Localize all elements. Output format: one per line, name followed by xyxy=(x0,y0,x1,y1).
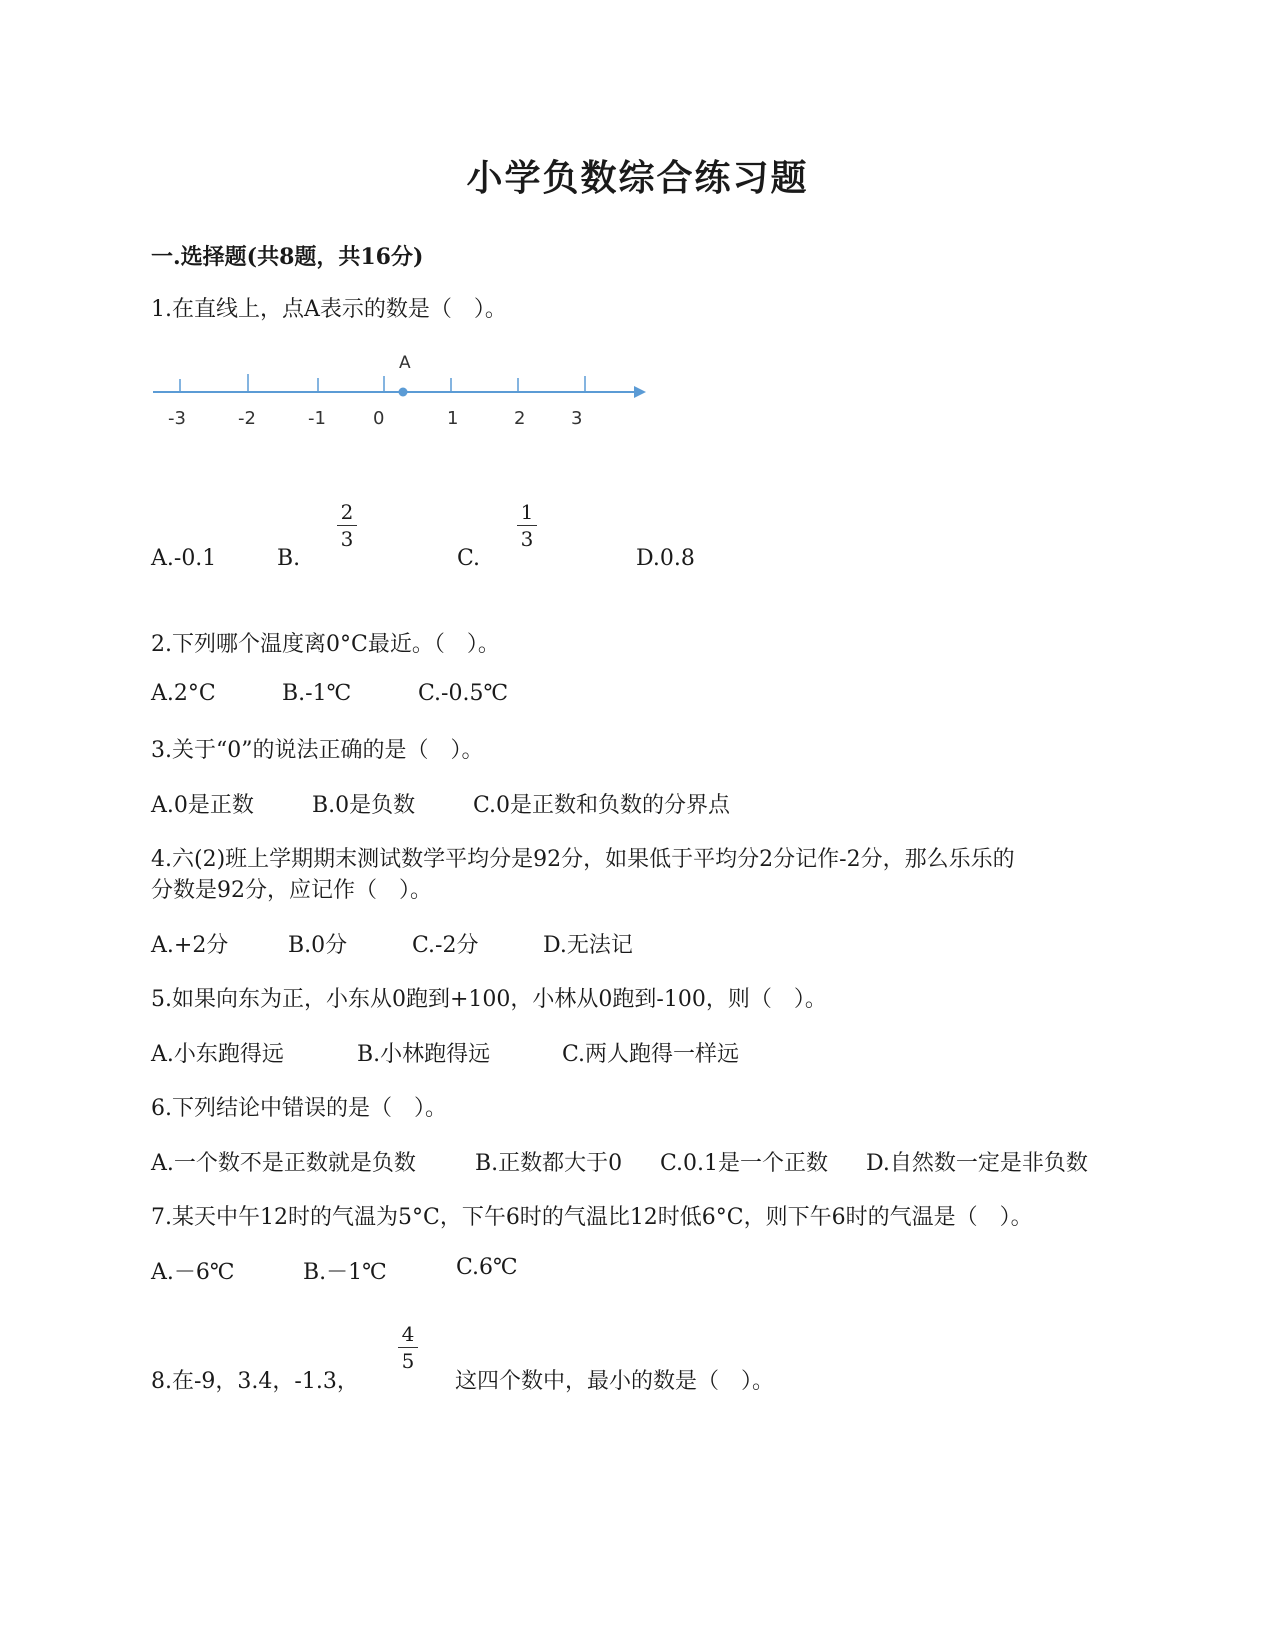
q3-option-a: A.0是正数 xyxy=(151,793,254,818)
q2-option-a: A.2°C xyxy=(151,681,216,706)
q1-option-c-fraction: 1 3 xyxy=(515,500,539,551)
question-8-part-a: 8.在-9，3.4，-1.3， xyxy=(151,1369,359,1394)
q7-option-c: C.6℃ xyxy=(456,1255,518,1280)
q4-option-d: D.无法记 xyxy=(543,933,633,958)
question-3: 3.关于“0”的说法正确的是（ ）。 xyxy=(151,738,484,763)
q3-option-b: B.0是负数 xyxy=(312,793,416,818)
number-line-ticks xyxy=(180,374,585,392)
question-4-line-2: 分数是92分，应记作（ ）。 xyxy=(151,878,432,903)
q6-option-a: A.一个数不是正数就是负数 xyxy=(151,1151,416,1176)
tick-label: -1 xyxy=(308,408,326,429)
q6-option-c: C.0.1是一个正数 xyxy=(660,1151,829,1176)
number-line-figure xyxy=(148,350,648,455)
question-5: 5.如果向东为正，小东从0跑到+100，小林从0跑到-100，则（ ）。 xyxy=(151,987,827,1012)
q1-option-c: C. xyxy=(457,546,481,571)
q6-option-b: B.正数都大于0 xyxy=(475,1151,623,1176)
q4-option-b: B.0分 xyxy=(288,933,348,958)
tick-label: 2 xyxy=(514,408,526,429)
tick-label: -2 xyxy=(238,408,256,429)
q1-option-a: A.-0.1 xyxy=(151,546,217,571)
question-8-part-b: 这四个数中，最小的数是（ ）。 xyxy=(455,1369,775,1394)
point-a-marker xyxy=(399,388,408,397)
q4-option-c: C.-2分 xyxy=(412,933,479,958)
section-heading: 一.选择题(共8题，共16分) xyxy=(151,244,424,270)
question-1: 1.在直线上，点A表示的数是（ ）。 xyxy=(151,297,507,322)
q1-option-d: D.0.8 xyxy=(636,546,695,571)
tick-label: -3 xyxy=(168,408,186,429)
q1-option-b-fraction: 2 3 xyxy=(335,500,359,551)
q1-option-b: B. xyxy=(277,546,301,571)
q5-option-b: B.小林跑得远 xyxy=(357,1042,491,1067)
q5-option-c: C.两人跑得一样远 xyxy=(562,1042,740,1067)
point-a-label: A xyxy=(399,353,411,373)
tick-label: 3 xyxy=(571,408,583,429)
question-4-line-1: 4.六(2)班上学期期末测试数学平均分是92分，如果低于平均分2分记作-2分，那么乐乐的 xyxy=(151,847,1015,872)
q2-option-b: B.-1℃ xyxy=(282,681,352,706)
q7-option-b: B.－1℃ xyxy=(303,1260,387,1285)
page-title: 小学负数综合练习题 xyxy=(466,157,809,199)
q8-fraction: 4 5 xyxy=(396,1322,420,1373)
question-2: 2.下列哪个温度离0°C最近。（ ）。 xyxy=(151,632,500,657)
tick-label: 0 xyxy=(373,408,385,429)
tick-label: 1 xyxy=(447,408,459,429)
q7-option-a: A.－6℃ xyxy=(151,1260,235,1285)
q4-option-a: A.+2分 xyxy=(151,933,229,958)
q3-option-c: C.0是正数和负数的分界点 xyxy=(473,793,731,818)
question-7: 7.某天中午12时的气温为5°C，下午6时的气温比12时低6°C，则下午6时的气温是（ ）。 xyxy=(151,1205,1033,1230)
question-6: 6.下列结论中错误的是（ ）。 xyxy=(151,1096,447,1121)
number-line-arrow xyxy=(634,386,646,398)
q6-option-d: D.自然数一定是非负数 xyxy=(866,1151,1088,1176)
q5-option-a: A.小东跑得远 xyxy=(151,1042,284,1067)
q2-option-c: C.-0.5℃ xyxy=(418,681,509,706)
